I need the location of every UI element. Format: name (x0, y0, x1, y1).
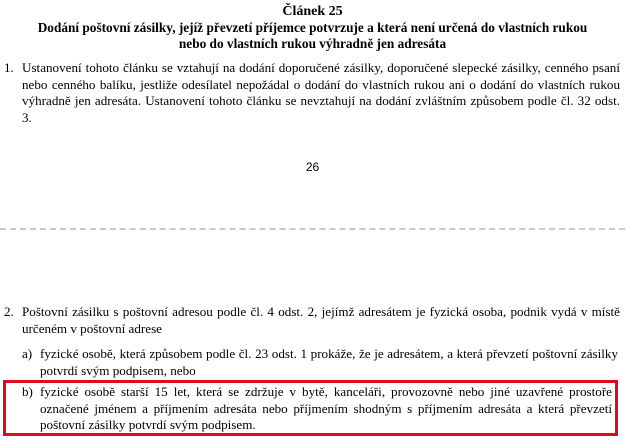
article-subtitle (20, 20, 605, 52)
article-heading: Článek 25 (282, 4, 343, 19)
highlight-box (3, 380, 618, 436)
item-b-text: fyzické osobě starší 15 let, která se zdržuje v bytě, kanceláři, provozovně nebo jiné uzavřené prostoře označené jménem a příjmením adresáta nebo příjmením shodným s příjmením adresáta a která převzetí poštovní zásilky potvrdí svým podpisem. (40, 384, 612, 433)
article-subtitle-line-1: Dodání poštovní zásilky, jejíž převzetí příjemce potvrzuje a která není určená do vlastních rukou (37, 20, 588, 35)
item-b-marker: b) (22, 384, 33, 399)
section-2-number: 2. (4, 304, 14, 319)
section-1-text: Ustanovení tohoto článku se vztahují na dodání doporučené zásilky, doporučené slepecké zásilky, cenného psaní nebo cenného balíku, jestliže odesílatel nepožádal o dodání do vlastních rukou ani o dodání do vlastních rukou výhradně jen adresáta. Ustanovení tohoto článku se nevztahují na dodání zvláštním způsobem podle čl. 32 odst. 3. (22, 60, 620, 125)
item-a-text: fyzické osobě, která způsobem podle čl. 23 odst. 1 prokáže, že je adresátem, a která převzetí poštovní zásilky potvrdí svým podpisem, nebo (40, 346, 618, 378)
page-break-divider (0, 228, 625, 230)
article-subtitle-line-2: nebo do vlastních rukou výhradně jen adresáta (178, 36, 447, 51)
section-2-text: Poštovní zásilku s poštovní adresou podle čl. 4 odst. 2, jejímž adresátem je fyzická osoba, podnik vydá v místě určeném v poštovní adrese (22, 304, 620, 336)
item-a-marker: a) (22, 346, 33, 361)
page-number: 26 (305, 160, 320, 174)
section-1-number: 1. (4, 60, 14, 75)
